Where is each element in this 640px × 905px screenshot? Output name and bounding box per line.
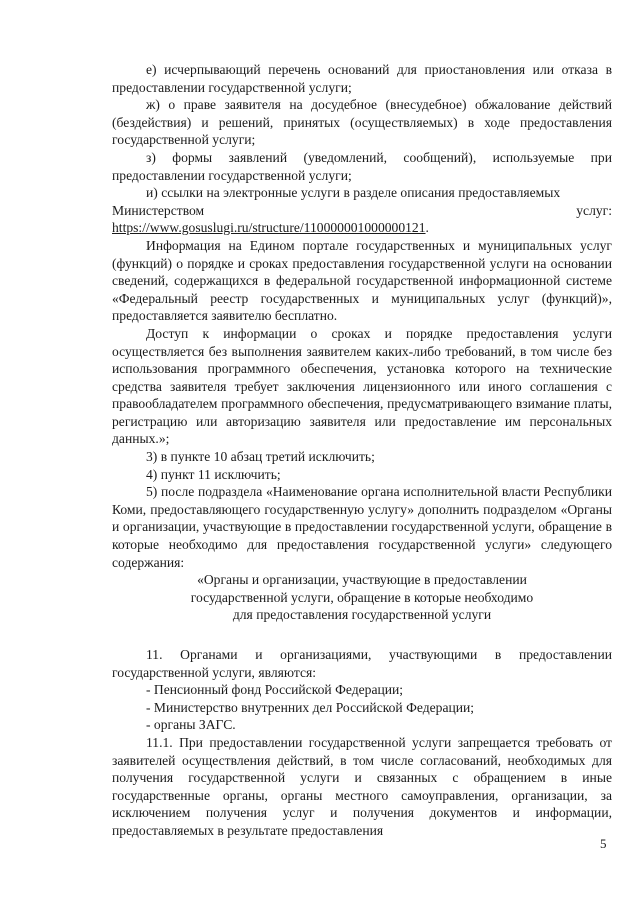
section-heading-line-1: «Органы и организации, участвующие в предоставлении (197, 572, 527, 588)
paragraph-4: 4) пункт 11 исключить; (146, 466, 281, 482)
paragraph-info: Информация на Едином портале государственных и муниципальных услуг (функций) о порядке и сроках предоставления государственной услуги на основании сведений, содержащихся в федеральной государственной информационной системе «Федеральный реестр государственных и муниципальных услуг (функций)», предоставляется заявителю бесплатно. (112, 237, 612, 324)
section-11-1: 11.1. При предоставлении государственной услуги запрещается требовать от заявителей осуществления действий, в том числе согласований, необходимых для получения государственной услуги и связанных с обращением в иные государственные органы, органы местного самоуправления, организации, за исключением получения услуг и получения документов и информации, предоставляемых в результате предоставления (112, 734, 612, 838)
item-zh: ж) о праве заявителя на досудебное (внесудебное) обжалование действий (бездействия) и решений, принятых (осуществляемых) в ходе предоставления государственной услуги; (112, 97, 612, 148)
paragraph-access: Доступ к информации о сроках и порядке предоставления услуги осуществляется без выполнения заявителем каких-либо требований, в том числе без использования программного обеспечения, установка которого на технические средства заявителя требует заключения лицензионного или иного соглашения с правообладателем программного обеспечения, предусматривающего взимание платы, регистрацию или авторизацию заявителя или предоставление им персональных данных.»; (112, 325, 612, 447)
document-page (112, 61, 612, 840)
paragraph-3: 3) в пункте 10 абзац третий исключить; (146, 449, 375, 465)
item-z: з) формы заявлений (уведомлений, сообщений), используемые при предоставлении государственной услуги; (112, 149, 612, 183)
section-11-intro: 11. Органами и организациями, участвующими в предоставлении государственной услуги, являются: (112, 647, 612, 680)
item-e: е) исчерпывающий перечень оснований для приостановления или отказа в предоставлении государственной услуги; (112, 62, 612, 95)
item-i-left: Министерством (112, 202, 205, 218)
item-i-right: услуг: (576, 202, 612, 218)
spacer (112, 624, 612, 646)
list-item: - Министерство внутренних дел Российской Федерации; (146, 699, 475, 715)
list-item: - органы ЗАГС. (146, 717, 236, 733)
item-i-split-line (112, 202, 612, 220)
section-heading-line-3: для предоставления государственной услуги (232, 607, 492, 623)
section-heading-line-2: государственной услуги, обращение в которые необходимо (190, 589, 534, 605)
item-i-link-line (112, 219, 612, 237)
paragraph-5: 5) после подраздела «Наименование органа исполнительной власти Республики Коми, предоставляющего государственную услугу» дополнить подразделом «Органы и организации, участвующие в предоставлении государственной услуги, обращение в которые необходимо для предоставления государственной услуги» следующего содержания: (112, 484, 612, 570)
item-i-line1: и) ссылки на электронные услуги в разделе описания предоставляемых (146, 185, 561, 201)
page-number: 5 (600, 836, 607, 851)
item-i-end: . (425, 220, 429, 236)
gosuslugi-link[interactable]: https://www.gosuslugi.ru/structure/110000001000000121 (112, 220, 426, 236)
list-item: - Пенсионный фонд Российской Федерации; (146, 682, 404, 698)
